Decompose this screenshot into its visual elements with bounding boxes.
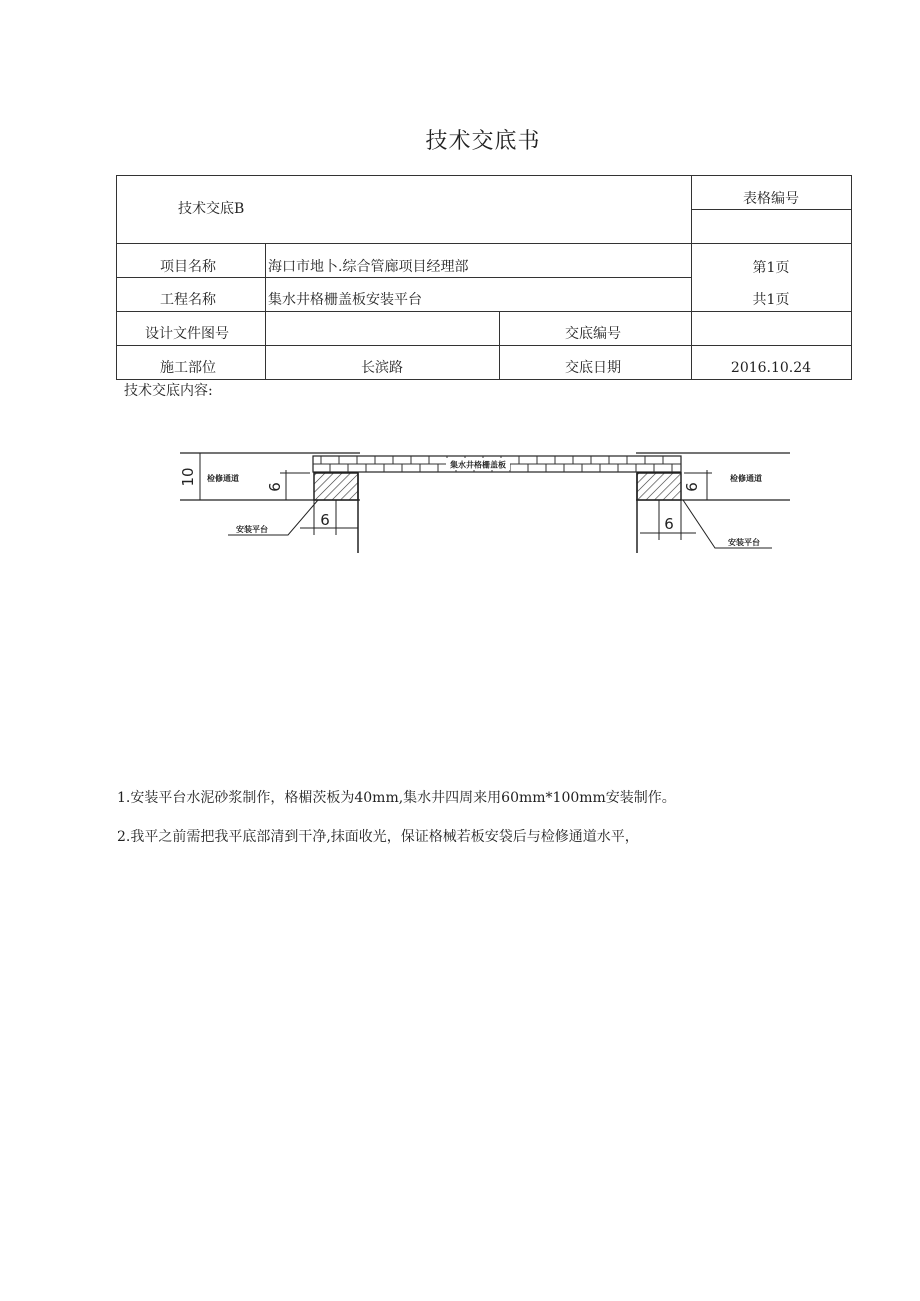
grating-cover-label: 集水井格栅盖板 bbox=[450, 460, 506, 470]
project-value: 海口市地卜.综合管廊项目经理部 bbox=[268, 259, 469, 275]
page-total: 共1页 bbox=[752, 292, 790, 308]
engineering-value: 集水井格栅盖板安装平台 bbox=[268, 292, 422, 308]
design-file-label: 设计文件图号 bbox=[145, 326, 229, 342]
passage-label-left: 检修通道 bbox=[207, 474, 239, 483]
document-title: 技术交底书 bbox=[425, 129, 541, 154]
platform-label-right: 安装平台 bbox=[728, 538, 760, 547]
dim-label-platform-right: 6 bbox=[683, 482, 701, 492]
form-no-label: 表格编号 bbox=[743, 191, 799, 207]
platform-left bbox=[314, 473, 358, 500]
date-label: 交底日期 bbox=[565, 360, 621, 376]
dim-label-width-left: 6 bbox=[320, 511, 330, 529]
content-paragraph-1: 1.安装平台水泥砂浆制作，格楣茨板为40mm,集水井四周来用60mm*100mm安装制作。 bbox=[117, 790, 676, 806]
project-label: 项目名称 bbox=[160, 259, 216, 275]
date-value: 2016.10.24 bbox=[730, 360, 812, 376]
dim-label-platform-left: 6 bbox=[266, 482, 284, 492]
passage-label-right: 检修通道 bbox=[730, 474, 762, 483]
engineering-label: 工程名称 bbox=[160, 292, 216, 308]
platform-right bbox=[637, 473, 681, 500]
location-value: 长滨路 bbox=[361, 360, 403, 376]
content-label: 技术交底内容: bbox=[124, 383, 213, 399]
platform-label-left: 安装平台 bbox=[236, 525, 268, 534]
doc-type-cell: 技术交底B bbox=[178, 201, 245, 217]
location-label: 施工部位 bbox=[160, 360, 216, 376]
page-number: 第1页 bbox=[752, 260, 790, 276]
disclosure-no-label: 交底编号 bbox=[565, 326, 621, 342]
content-paragraph-2: 2.我平之前需把我平底部清到干净,抹面收光，保证格械若板安袋后与检修通道水平， bbox=[117, 829, 639, 845]
dim-label-width-right: 6 bbox=[664, 515, 674, 533]
dim-label-height-left: 10 bbox=[179, 467, 197, 487]
